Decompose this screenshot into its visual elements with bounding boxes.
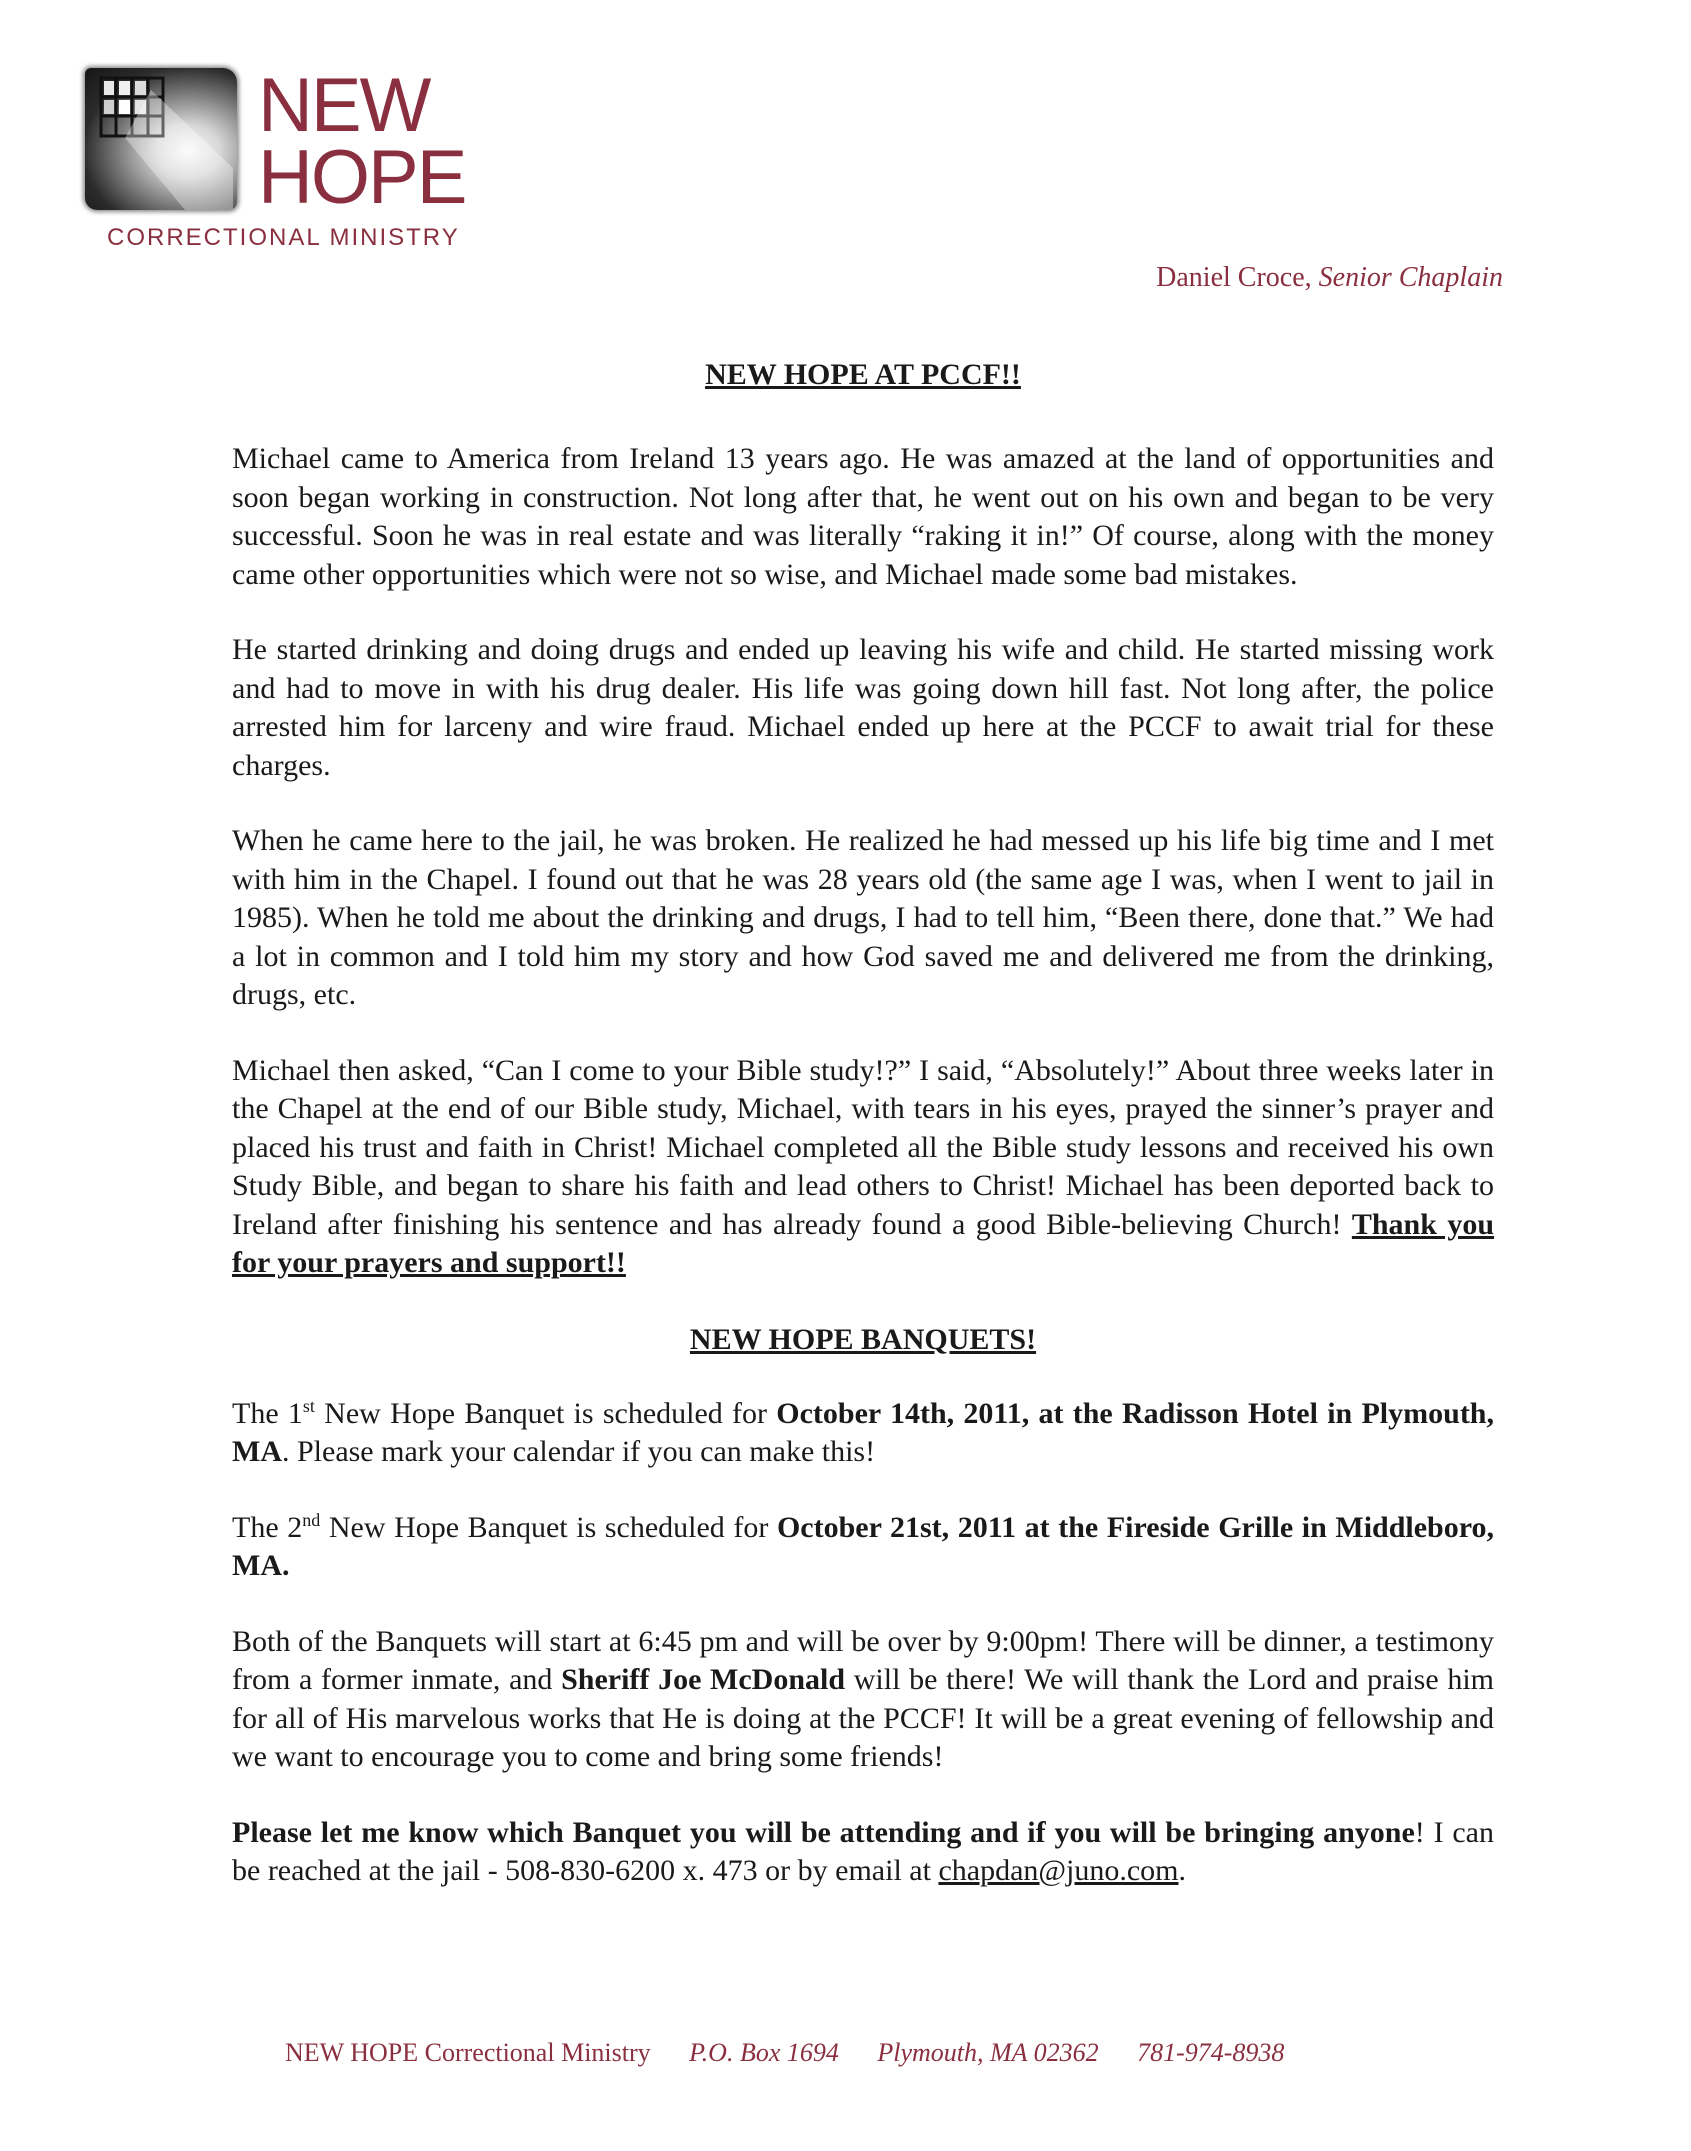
banquet-1-pre: The 1	[232, 1396, 303, 1430]
logo-text-hope: HOPE	[258, 135, 466, 220]
rsvp-contact: ! I can be reached at the jail - 508-830-6200 x. 473 or by email at	[232, 1815, 1494, 1887]
letter-body	[232, 358, 1494, 1891]
banquet-2-mid: New Hope Banquet is scheduled for	[320, 1510, 777, 1544]
footer-contact	[285, 2038, 1316, 2068]
paragraph-story-3: When he came here to the jail, he was broken. He realized he had messed up his life big time and I met with him in the Chapel. I found out that he was 28 years old (the same age I was, when I went to jail in 1985). When he told me about the drinking and drugs, I had to tell him, “Been there, done that.” We had a lot in common and I told him my story and how God saved me and delivered me from the drinking, drugs, etc.	[232, 824, 1494, 1011]
paragraph-banquet-1	[232, 1395, 1494, 1472]
letterhead	[85, 62, 485, 262]
paragraph-banquet-2	[232, 1509, 1494, 1586]
banquet-1-details: October 14th, 2011, at the Radisson Hotel in Plymouth, MA	[232, 1396, 1494, 1468]
paragraph-story-2: He started drinking and doing drugs and ended up leaving his wife and child. He started missing work and had to move in with his drug dealer. His life was going down hill fast. Not long after, the police arrested him for larceny and wire fraud. Michael ended up here at the PCCF to await trial for these charges.	[232, 633, 1494, 782]
paragraph-banquet-info	[232, 1623, 1494, 1777]
chaplain-title: Senior Chaplain	[1318, 262, 1503, 293]
paragraph-rsvp	[232, 1814, 1494, 1891]
email-link[interactable]: chapdan@juno.com	[938, 1854, 1179, 1887]
logo-subtitle: CORRECTIONAL MINISTRY	[107, 224, 460, 251]
footer-org: NEW HOPE Correctional Ministry	[285, 2038, 651, 2067]
paragraph-story-1: Michael came to America from Ireland 13 years ago. He was amazed at the land of opportunities and soon began working in construction. Not long after that, he went out on his own and began to be very successful. Soon he was in real estate and was literally “raking it in!” Of course, along with the money came other opportunities which were not so wise, and Michael made some bad mistakes.	[232, 442, 1494, 591]
rsvp-end: .	[1178, 1854, 1186, 1887]
banquet-info-pre: Both of the Banquets will start at 6:45 pm and will be over by 9:00pm! There will be dinner, a testimony from a former inmate, and	[232, 1624, 1494, 1696]
banquet-1-post: . Please mark your calendar if you can make this!	[281, 1435, 876, 1468]
story-4-text: Michael then asked, “Can I come to your Bible study!?” I said, “Absolutely!” About three weeks later in the Chapel at the end of our Bible study, Michael, with tears in his eyes, prayed the sinner’s prayer and placed his trust and faith in Christ! Michael completed all the Bible study lessons and received his own Study Bible, and began to share his faith and lead others to Christ! Michael has been deported back to Ireland after finishing his sentence and has already found a good Bible-believing Church!	[232, 1053, 1494, 1241]
banquet-1-ordinal: st	[302, 1395, 315, 1416]
banquet-2-pre: The 2	[232, 1510, 303, 1544]
banquet-2-details: October 21st, 2011 at the Fireside Grille in Middleboro, MA.	[232, 1510, 1495, 1582]
banquet-info-post: will be there! We will thank the Lord and praise him for all of His marvelous works that He is doing at the PCCF! It will be a great evening of fellowship and we want to encourage you to come and bring some friends!	[232, 1663, 1494, 1773]
heading-pccf: NEW HOPE AT PCCF!!	[705, 358, 1021, 391]
chaplain-name: Daniel Croce,	[1156, 262, 1312, 293]
banquet-2-ordinal: nd	[302, 1509, 321, 1530]
chaplain-signature-line	[1156, 262, 1503, 294]
footer-phone: 781-974-8938	[1137, 2038, 1285, 2067]
paragraph-story-4	[232, 1052, 1494, 1283]
footer-city: Plymouth, MA 02362	[877, 2038, 1099, 2067]
logo-text-new: NEW	[258, 63, 430, 148]
heading-banquets: NEW HOPE BANQUETS!	[689, 1322, 1037, 1356]
thank-you-line: Thank you for your prayers and support!!	[232, 1207, 1495, 1279]
rsvp-request: Please let me know which Banquet you will be attending and if you will be bringing anyone	[232, 1815, 1415, 1849]
sheriff-name: Sheriff Joe McDonald	[561, 1663, 846, 1696]
footer-pobox: P.O. Box 1694	[689, 2038, 839, 2067]
window-logo-icon	[85, 68, 237, 210]
banquet-1-mid: New Hope Banquet is scheduled for	[314, 1396, 777, 1430]
